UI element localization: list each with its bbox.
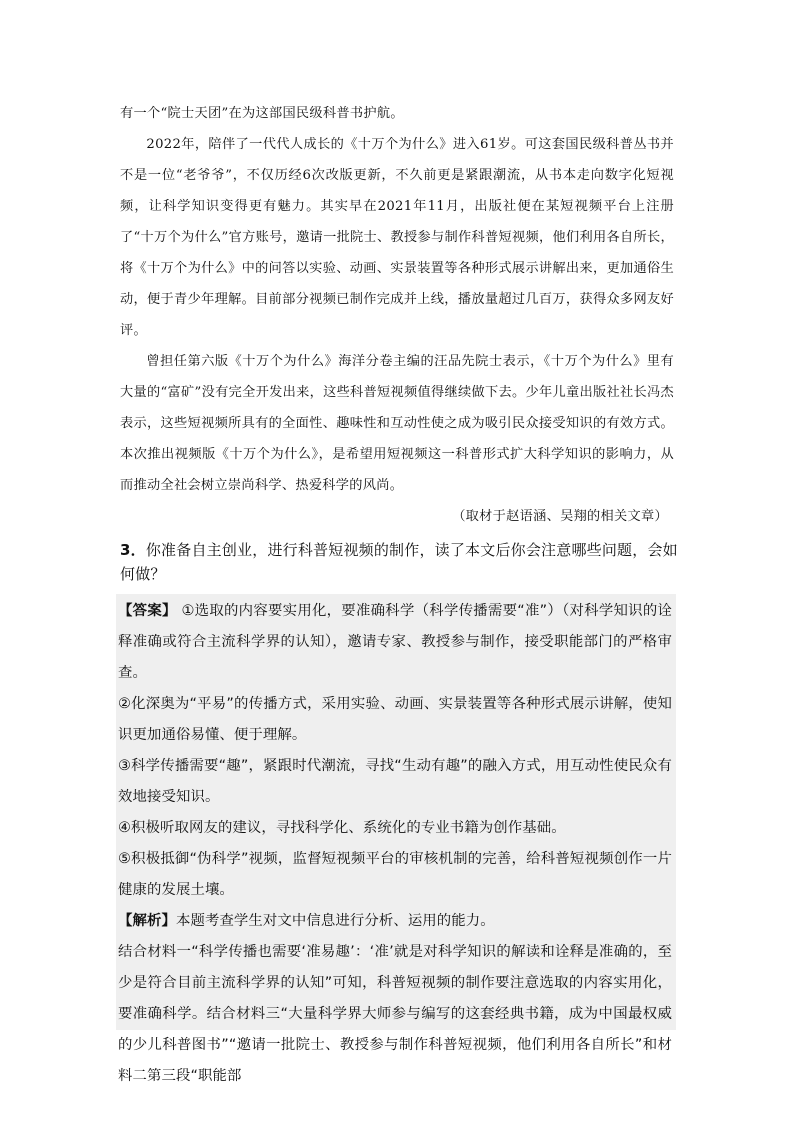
article-paragraph-2: 曾担任第六版《十万个为什么》海洋分卷主编的汪品先院士表示，《十万个为什么》里有大量的“富矿”没有完全开发出来，这些科普短视频值得继续做下去。少年儿童出版社社长冯杰表示，这些短视频所具有的全面性、趣味性和互动性使之成为吸引民众接受知识的有效方式。本次推出视频版《十万个为什么》，是希望用短视频这一科普形式扩大科学知识的影响力，从而推动全社会树立崇尚科学、热爱科学的风尚。 (120, 354, 674, 493)
analysis-body: 结合材料一“科学传播也需要‘准易趣’：‘准’就是对科学知识的解读和诠释是准确的，至少是符合目前主流科学界的认知”可知，科普短视频的制作要注意选取的内容实用化，要准确科学。结合材料三“大量科学界大师参与编写的这套经典书籍，成为中国最权威的少儿科普图书”“邀请一批院士、教授参与制作科普短视频，他们利用各自所长”和材料二第三段“职能部 (118, 944, 672, 1084)
article-source: （取材于赵语涵、吴翔的相关文章） (452, 509, 668, 524)
answer-item-1-text: ①选取的内容要实用化，要准确科学（科学传播需要“准”）（对科学知识的诠释准确或符合主流科学界的认知），邀请专家、教授参与制作，接受职能部门的严格审查。 (118, 603, 672, 681)
analysis-intro-text: 本题考查学生对文中信息进行分析、运用的能力。 (175, 913, 495, 929)
article-line-top: 有一个“院士天团”在为这部国民级科普书护航。 (120, 106, 404, 121)
question-number: 3． (120, 541, 146, 559)
question-text: 你准备自主创业，进行科普短视频的制作，读了本文后你会注意哪些问题，会如何做？ (120, 541, 678, 583)
answer-item-1 (118, 596, 672, 689)
answer-label: 【答案】 (118, 603, 177, 619)
analysis-label: 【解析】 (118, 913, 176, 929)
article-text (120, 98, 674, 532)
question-3 (120, 538, 680, 586)
article-paragraph-1: 2022年，陪伴了一代代人成长的《十万个为什么》进入61岁。可这套国民级科普丛书并不是一位“老爷爷”，不仅历经6次改版更新，不久前更是紧跟潮流，从书本走向数字化短视频，让科学知识变得更有魅力。其实早在2021年11月，出版社便在某短视频平台上注册了“十万个为什么”官方账号，邀请一批院士、教授参与制作科普短视频，他们利用各自所长，将《十万个为什么》中的问答以实验、动画、实景装置等各种形式展示讲解出来，更加通俗生动，便于青少年理解。目前部分视频已制作完成并上线，播放量超过几百万，获得众多网友好评。 (120, 137, 674, 338)
analysis-intro (118, 906, 672, 937)
answer-item-3: ③科学传播需要“趣”，紧跟时代潮流，寻找“生动有趣”的融入方式，用互动性使民众有效地接受知识。 (118, 758, 672, 805)
answer-item-5: ⑤积极抵御“伪科学”视频，监督短视频平台的审核机制的完善，给科普短视频创作一片健康的发展土壤。 (118, 851, 672, 898)
answer-item-4: ④积极听取网友的建议，寻找科学化、系统化的专业书籍为创作基础。 (118, 820, 566, 836)
answer-item-2: ②化深奥为“平易”的传播方式，采用实验、动画、实景装置等各种形式展示讲解，使知识更加通俗易懂、便于理解。 (118, 696, 672, 743)
answer-content (116, 594, 676, 1092)
answer-panel (116, 594, 676, 1084)
